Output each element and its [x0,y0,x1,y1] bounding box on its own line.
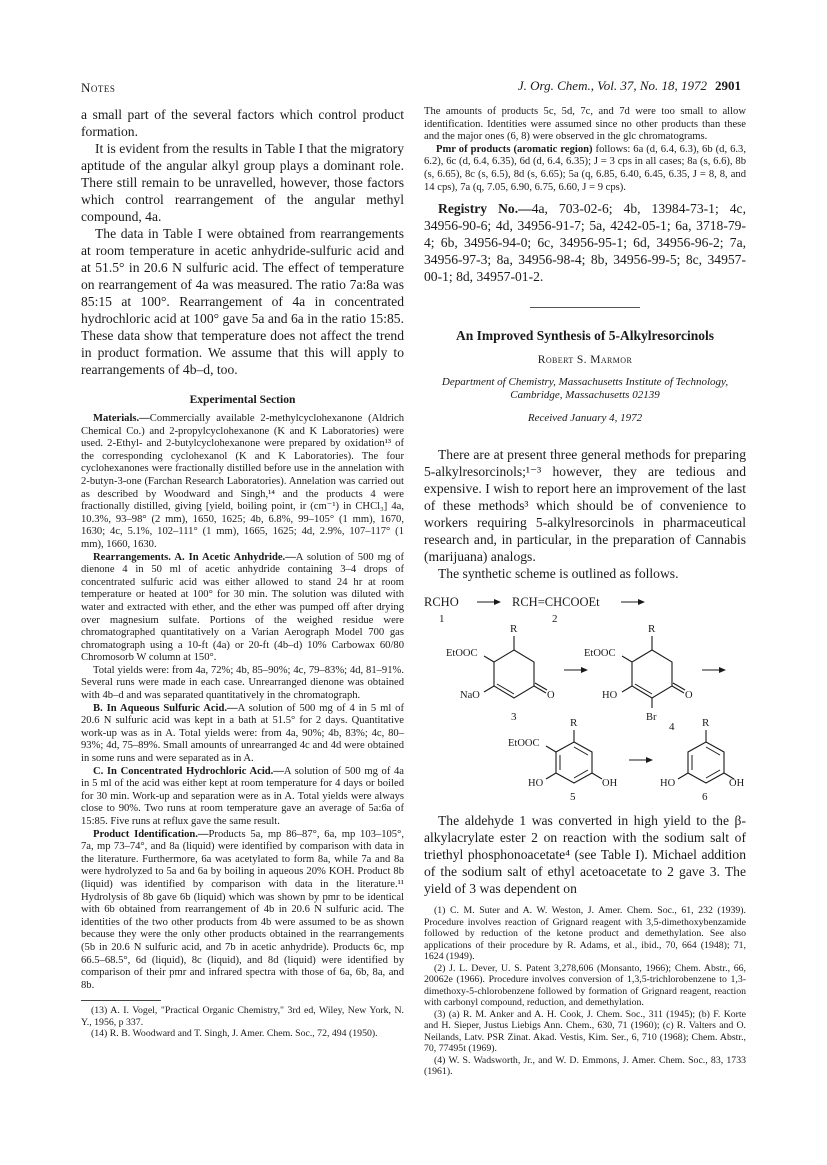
affiliation-line-1: Department of Chemistry, Massachusetts Institute of Technology, [441,376,729,389]
product-identification-paragraph [81,829,404,993]
compound-3 [446,623,555,723]
compound-4-r: R [648,623,656,636]
yields-paragraph: Total yields were: from 4a, 72%; 4b, 85–90%; 4c, 79–83%; 4d, 81–91%. Several runs were made in each case. Unrearranged dienone was obtained with 4b–d and was separated quantitatively in the chromatograph. [81,664,404,702]
scheme-intro: The synthetic scheme is outlined as follows. [438,566,679,582]
compound-4-br: Br [646,712,657,724]
scheme-rcho: RCHO [424,595,459,610]
materials-heading: Materials.— [93,413,150,424]
footnote-1: (1) C. M. Suter and A. W. Weston, J. Amer. Chem. Soc., 61, 232 (1939). Procedure involves reaction of Grignard reagent with 3,5-dimethoxybenzamide followed by reduction of the ketone product and demethylation. See also applications of their procedure by R. Adams, et al., ibid., 70, 664 (1948); 71, 1624 (1949). [424,905,746,963]
paragraph-continuation: a small part of the several factors which control product formation. [81,107,404,139]
compound-5 [508,717,618,802]
registry-text: 4a, 703-02-6; 4b, 13984-73-1; 4c, 34956-90-6; 4d, 34956-91-7; 5a, 4242-05-1; 6a, 3718-79-4; 6b, 34956-94-0; 6c, 34956-95-1; 6d, 34956-96-2; 7a, 34956-97-3; 8a, 34956-98-4; 8b, 34956-99-5; 8c, 34957-00-1; 8d, 34957-01-2. [424,201,746,285]
registry-paragraph [424,200,746,285]
compound-6-r: R [702,717,710,730]
compound-5-ester: EtOOC [508,738,540,750]
label-3: 3 [511,711,517,724]
sulfuric-acid-paragraph [81,703,404,766]
pmr-text: follows: 6a (d, 6.4, 6.3), 6b (d, 6.3, 6.2), 6c (d, 6.4, 6.35), 6d (d, 6.4, 6.35); J = 3 cps in all cases; 8a (s, 6.6), 8b (s, 6.65), 8c (s, 6.5), 8d (s, 6.65); 5a (q, 6.85, 6.40, 6.45, 6.35, J = 8, 8, and 14 cps), 7a (q, 7.05, 6.90, 6.75, 6.60, J = 9 cps). [424,143,747,193]
arrow-2-head [638,599,645,605]
compound-3-oxo: O [547,690,555,702]
arrow-5-head [646,757,653,763]
footnote-3: (3) (a) R. M. Anker and A. H. Cook, J. Chem. Soc., 311 (1945); (b) F. Korte and H. Sieper, Justus Liebigs Ann. Chem., 630, 71 (1960); (c) R. Valters and O. Neilands, Latv. PSR Zinat. Akad. Vestis, Kim. Ser., 6, 710 (1968); Chem. Abstr., 70, 77495t (1969). [424,1008,746,1055]
amounts-paragraph: The amounts of products 5c, 5d, 7c, and 7d were too small to allow identification. Identities were assumed since no other products than these and the major ones (6, 8) were observed in the glc chromatograms. [424,106,746,143]
scheme-acrylate: RCH=CHCOOEt [512,595,600,610]
hydrochloric-acid-heading: C. In Concentrated Hydrochloric Acid.— [93,765,284,777]
compound-4 [584,623,693,733]
compound-5-oh: OH [602,778,618,790]
received-date: Received January 4, 1972 [527,412,643,425]
registry-heading: Registry No.— [438,201,532,217]
sulfuric-acid-text: A solution of 500 mg of 4 in 5 ml of 20.6 N sulfuric acid was kept in a bath at 51.5° for 2 days. Quantitative work-up was as in A. Total yields were: from 4a, 90%; 4b, 83%; 4c, 80–93%; 4d, 75–89%. Small amounts of unrearranged 4c and 4d were obtained in some runs and were separated as in A. [81,702,405,765]
label-4: 4 [669,721,675,734]
footnote-14: (14) R. B. Woodward and T. Singh, J. Amer. Chem. Soc., 72, 494 (1950). [91,1028,378,1040]
rearrangements-heading: Rearrangements. A. In Acetic Anhydride.— [93,551,296,563]
scheme-drawing [424,592,746,802]
experimental-section-heading: Experimental Section [189,394,296,406]
compound-6-oh: OH [729,778,745,790]
pmr-heading: Pmr of products (aromatic region) [436,143,593,155]
footnote-4: (4) W. S. Wadsworth, Jr., and W. D. Emmons, J. Amer. Chem. Soc., 83, 1733 (1961). [424,1054,746,1078]
label-2: 2 [552,613,558,626]
hydrochloric-acid-paragraph [81,766,404,829]
label-6: 6 [702,791,708,803]
sulfuric-acid-heading: B. In Aqueous Sulfuric Acid.— [93,702,238,714]
product-identification-heading: Product Identification.— [93,828,209,840]
left-column [81,106,404,1040]
journal-citation: J. Org. Chem., Vol. 37, No. 18, 1972 [517,78,707,93]
running-head-section: Notes [81,80,116,95]
footnote-13: (13) A. I. Vogel, "Practical Organic Chemistry," 3rd ed, Wiley, New York, N. Y., 1956, p 337. [81,1005,404,1028]
affiliation-line-2: Cambridge, Massachusetts 02139 [510,389,660,402]
paragraph-migratory-aptitude: It is evident from the results in Table I that the migratory aptitude of the angular alkyl group plays a dominant role. There still remain to be unravelled, however, those factors which control rearrangement of the angular methyl compound, 4a. [81,141,404,224]
synthetic-scheme [424,592,746,802]
arrow-1-head [494,599,501,605]
article-author: Robert S. Marmor [537,354,633,367]
materials-text: Commercially available 2-methylcyclohexanone (Aldrich Chemical Co.) and 2-propylcyclohexanone (K and K Laboratories) were used. 2-Ethyl- and 2-butylcyclohexanone were prepared by oxidation¹³ of the corresponding cyclohexanol (K and K Laboratories). The four cyclohexanones were fractionally distilled before use in the annelation with 2-butyn-3-one (Farchan Research Laboratories). Annelation was carried out as described by Woodward and Singh,¹⁴ and the products 4 were fractionally distilled, giving [yield, boiling point, ir (cm⁻¹) in CHCl₃] 4a, 10.3%, 93–98° (2 mm), 1650, 1625; 4b, 6.8%, 99–105° (1 mm), 1670, 1630; 4c, 5.1%, 102–111° (1 mm), 1665, 1625; 4d, 2.9%, 107–117° (1 mm), 1660, 1630. [81,413,404,550]
compound-4-ester: EtOOC [584,648,616,660]
introduction-paragraph: There are at present three general methods for preparing 5-alkylresorcinols;¹⁻³ however, they are tedious and expensive. I wish to report here an improvement of the last of these methods³ which should be of convenience to workers requiring 5-alkylresorcinols in pharmaceutical research and, in particular, in the preparation of Cannabis (marijuana) analogs. [424,447,746,565]
compound-4-oxo: O [685,690,693,702]
compound-3-nao: NaO [460,690,480,702]
compound-5-r: R [570,717,578,730]
compound-3-ester: EtOOC [446,648,478,660]
body-paragraph: The aldehyde 1 was converted in high yield to the β-alkylacrylate ester 2 on reaction with the sodium salt of triethyl phosphonoacetate⁴ (see Table I). Michael addition of the sodium salt of ethyl acetoacetate to 2 gave 3. The yield of 3 was dependent on [424,813,746,897]
footnote-2: (2) J. L. Dever, U. S. Patent 3,278,606 (Monsanto, 1966); Chem. Abstr., 66, 20062e (1966). Procedure involves conversion of 1,3,5-trichlorobenzene to 1,3-dimethoxy-5-chlorobenzene followed by formation of Grignard reagent, reaction with carbonyl compound, reduction, and demethylation. [424,962,746,1009]
label-1: 1 [439,613,445,626]
materials-paragraph [81,413,404,552]
product-identification-text: Products 5a, mp 86–87°, 6a, mp 103–105°, 7a, mp 73–74°, and 8a (liquid) were identified by comparison with data in the literature. Furthermore, 6a was acetylated to form 8a, while 7a and 8a were hydrolyzed to 5a and 6a by boiling in aqueous 20% KOH. Product 8b (liquid) was identified by comparison with data in the literature.¹¹ Hydrolysis of 8b gave 6b (liquid) which was shown by pmr to be identical with 6b obtained from rearrangement of 4b in 20.6 N sulfuric acid. The identities of the two other products from 4b were assumed to be as shown because they were the only other products obtained in the rearrangements (5b in 20.6 N sulfuric acid, and 7b in acetic anhydride). Products 6c, mp 66.5–68.5°, 6d (liquid), 8c (liquid), and 8d (liquid) were identified by comparison of their pmr and infrared spectra with those of 6a, 6b, 8a, and 8b. [81,828,404,991]
arrow-3-head [581,667,588,673]
label-5: 5 [570,791,576,803]
rearrangements-paragraph [81,552,404,665]
compound-5-ho: HO [528,778,544,790]
compound-4-ho: HO [602,690,618,702]
arrow-4-head [719,667,726,673]
compound-6-ho: HO [660,778,676,790]
rearrangements-text: A solution of 500 mg of dienone 4 in 50 ml of acetic anhydride containing 3–4 drops of concentrated sulfuric acid was either allowed to stand 24 hr at room temperature or heated at 100° for 30 min. The solution was diluted with water and extracted with ether, and the ether was pumped off after drying over magnesium sulfate. Portions of the weighed residue were chromatographed quantitatively on a Varian Aerograph Model 700 gas chromatograph using a 10-ft (4a) or 20-ft (4b–d) 10% Carbowax 60/80 Chromosorb W column at 150°. [81,551,404,664]
right-column [424,106,746,1078]
running-head-journal [518,78,741,94]
compound-3-r: R [510,623,518,636]
paragraph-table-data: The data in Table I were obtained from rearrangements at room temperature in acetic anhydride-sulfuric acid and at 51.5° in 20.6 N sulfuric acid. The effect of temperature on rearrangement of 4a was measured. The ratio 7a:8a was 85:15 at 100°. Rearrangement of 4a in concentrated hydrochloric acid at 100° gave 5a and 6a in the ratio 15:85. These data show that temperature does not affect the trend in product formation. We assume that this will apply to rearrangements of 4b–d, too. [81,226,404,377]
page-number: 2901 [715,78,741,93]
article-title: An Improved Synthesis of 5-Alkylresorcinols [455,328,715,344]
hydrochloric-acid-text: A solution of 500 mg of 4a in 5 ml of the acid was either kept at room temperature for 4 days or boiled for 30 min. Work-up and separation were as in A. Total yields were always close to 90%. Two runs at room temperature gave an average of 5a:6a of 15:85. Five runs at reflux gave the same result. [81,765,404,827]
pmr-paragraph [424,144,746,194]
